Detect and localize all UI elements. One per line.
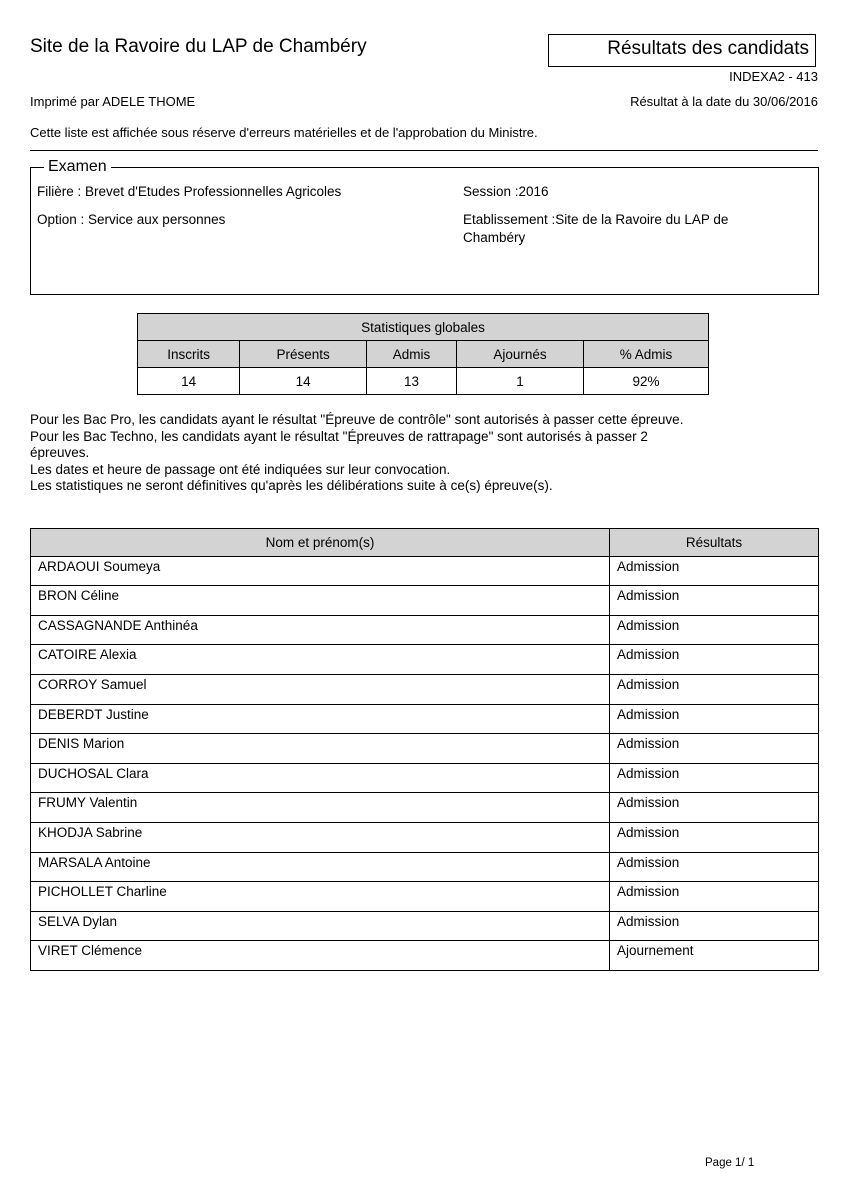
table-row [31, 556, 819, 586]
candidate-result: Admission [610, 704, 819, 734]
index-code: INDEXA2 - 413 [729, 69, 818, 84]
candidate-result: Admission [610, 674, 819, 704]
table-row [31, 822, 819, 852]
candidates-table [30, 528, 819, 971]
candidate-name: ARDAOUI Soumeya [31, 556, 610, 586]
stats-value-inscrits: 14 [138, 368, 240, 395]
candidate-result: Admission [610, 793, 819, 823]
candidate-result: Admission [610, 615, 819, 645]
candidate-name: PICHOLLET Charline [31, 882, 610, 912]
candidate-result: Admission [610, 763, 819, 793]
divider [30, 150, 818, 151]
candidate-name: DUCHOSAL Clara [31, 763, 610, 793]
candidate-name: VIRET Clémence [31, 941, 610, 971]
table-row [31, 941, 819, 971]
table-row [31, 911, 819, 941]
candidate-result: Admission [610, 882, 819, 912]
stats-value-presents: 14 [240, 368, 367, 395]
exam-legend: Examen [44, 158, 111, 176]
candidate-result: Admission [610, 556, 819, 586]
candidate-name: CASSAGNANDE Anthinéa [31, 615, 610, 645]
candidate-name: CATOIRE Alexia [31, 645, 610, 675]
exam-filiere: Filière : Brevet d'Etudes Professionnelles Agricoles [37, 184, 342, 199]
stats-header: Admis [367, 341, 457, 368]
stats-value-ajournes: 1 [457, 368, 584, 395]
site-title: Site de la Ravoire du LAP de Chambéry [30, 36, 367, 57]
stats-header: Présents [240, 341, 367, 368]
info-line: Les dates et heure de passage ont été indiquées sur leur convocation. [30, 461, 451, 477]
stats-value-admis: 13 [367, 368, 457, 395]
exam-session: Session :2016 [463, 184, 549, 199]
candidate-result: Admission [610, 911, 819, 941]
table-row [31, 852, 819, 882]
candidate-result: Admission [610, 852, 819, 882]
candidate-name: MARSALA Antoine [31, 852, 610, 882]
exam-option: Option : Service aux personnes [37, 212, 226, 227]
stats-header: Inscrits [138, 341, 240, 368]
table-row [31, 645, 819, 675]
table-row [31, 674, 819, 704]
info-line: Pour les Bac Pro, les candidats ayant le résultat "Épreuve de contrôle" sont autorisés à passer cette épreuve. Pour les Bac Techno, les candidats ayant le résultat "Épreuves de rattrapage" sont autorisés à passer 2 épreuves. [30, 412, 684, 460]
disclaimer: Cette liste est affichée sous réserve d'erreurs matérielles et de l'approbation du Ministre. [30, 125, 538, 140]
table-row [31, 763, 819, 793]
candidate-name: KHODJA Sabrine [31, 822, 610, 852]
table-row [31, 734, 819, 764]
table-row [31, 882, 819, 912]
exam-etablissement: Etablissement :Site de la Ravoire du LAP de Chambéry [463, 212, 729, 245]
table-row [31, 793, 819, 823]
candidate-result: Admission [610, 586, 819, 616]
stats-value-pct-admis: 92% [583, 368, 708, 395]
candidate-result: Admission [610, 734, 819, 764]
table-row [31, 586, 819, 616]
candidate-name: DEBERDT Justine [31, 704, 610, 734]
candidate-name: DENIS Marion [31, 734, 610, 764]
page-number: Page 1/ 1 [705, 1157, 755, 1169]
stats-title: Statistiques globales [138, 314, 709, 341]
column-header-result: Résultats [610, 529, 819, 557]
info-line: Les statistiques ne seront définitives qu'après les délibérations suite à ce(s) épreuve(s). [30, 478, 553, 493]
candidate-result: Ajournement [610, 941, 819, 971]
stats-header: Ajournés [457, 341, 584, 368]
candidate-name: FRUMY Valentin [31, 793, 610, 823]
table-row [31, 704, 819, 734]
info-block [30, 412, 710, 495]
result-date: Résultat à la date du 30/06/2016 [630, 94, 818, 109]
stats-table [137, 313, 709, 395]
stats-header: % Admis [583, 341, 708, 368]
candidate-name: BRON Céline [31, 586, 610, 616]
document-title: Résultats des candidats [548, 34, 816, 67]
column-header-name: Nom et prénom(s) [31, 529, 610, 557]
candidate-name: SELVA Dylan [31, 911, 610, 941]
candidate-name: CORROY Samuel [31, 674, 610, 704]
table-row [31, 615, 819, 645]
printed-by: Imprimé par ADELE THOME [30, 94, 196, 109]
candidate-result: Admission [610, 822, 819, 852]
candidate-result: Admission [610, 645, 819, 675]
